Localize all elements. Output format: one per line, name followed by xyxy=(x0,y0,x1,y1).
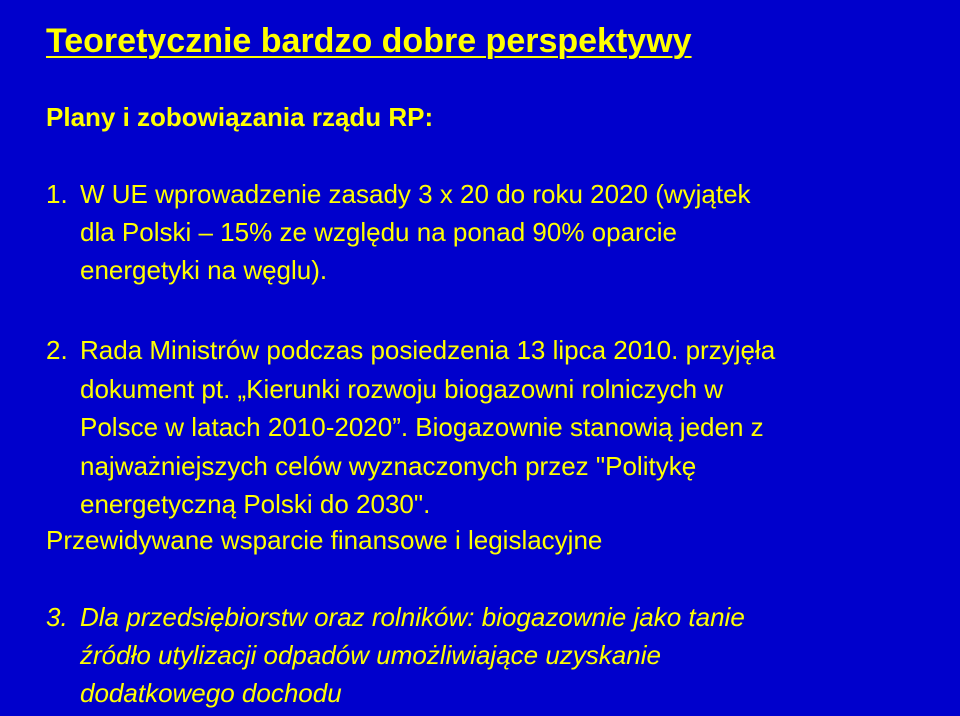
list-item-2-line-1 xyxy=(46,331,946,370)
list-item-2-line-5: energetyczną Polski do 2030". xyxy=(80,489,431,519)
list-item-3 xyxy=(46,598,946,712)
list-item-3-line-3: dodatkowego dochodu xyxy=(80,678,342,708)
slide-subtitle: Plany i zobowiązania rządu RP: xyxy=(46,102,434,132)
list-item-1-line-3: energetyki na węglu). xyxy=(80,255,328,285)
list-item-2-line-3: Polsce w latach 2010-2020”. Biogazownie stanowią jeden z xyxy=(80,412,764,442)
list-item-2-number: 2. xyxy=(46,335,68,365)
list-item-1-text-1: W UE wprowadzenie zasady 3 x 20 do roku 2020 (wyjątek xyxy=(80,179,751,209)
slide-title: Teoretycznie bardzo dobre perspektywy xyxy=(46,22,692,60)
list-item-1-line-1 xyxy=(46,175,946,213)
list-item-3-text-1: Dla przedsiębiorstw oraz rolników: biogazownie jako tanie xyxy=(80,602,745,632)
list-item-2-text-1: Rada Ministrów podczas posiedzenia 13 lipca 2010. przyjęła xyxy=(80,335,776,365)
list-item-2-line-2: dokument pt. „Kierunki rozwoju biogazowni rolniczych w xyxy=(80,373,724,404)
list-item-3-number: 3. xyxy=(46,602,68,632)
list-item-1-line-2: dla Polski – 15% ze względu na ponad 90% oparcie xyxy=(80,217,677,247)
list-item-1-number: 1. xyxy=(46,179,68,209)
list-item-2 xyxy=(46,331,946,524)
list-item-2-line-4: najważniejszych celów wyznaczonych przez "Politykę xyxy=(80,450,697,481)
list-item-3-line-1 xyxy=(46,598,946,636)
support-line: Przewidywane wsparcie finansowe i legislacyjne xyxy=(46,525,603,555)
list-item-3-line-2: źródło utylizacji odpadów umożliwiające uzyskanie xyxy=(80,640,661,670)
list-item-1 xyxy=(46,175,946,289)
